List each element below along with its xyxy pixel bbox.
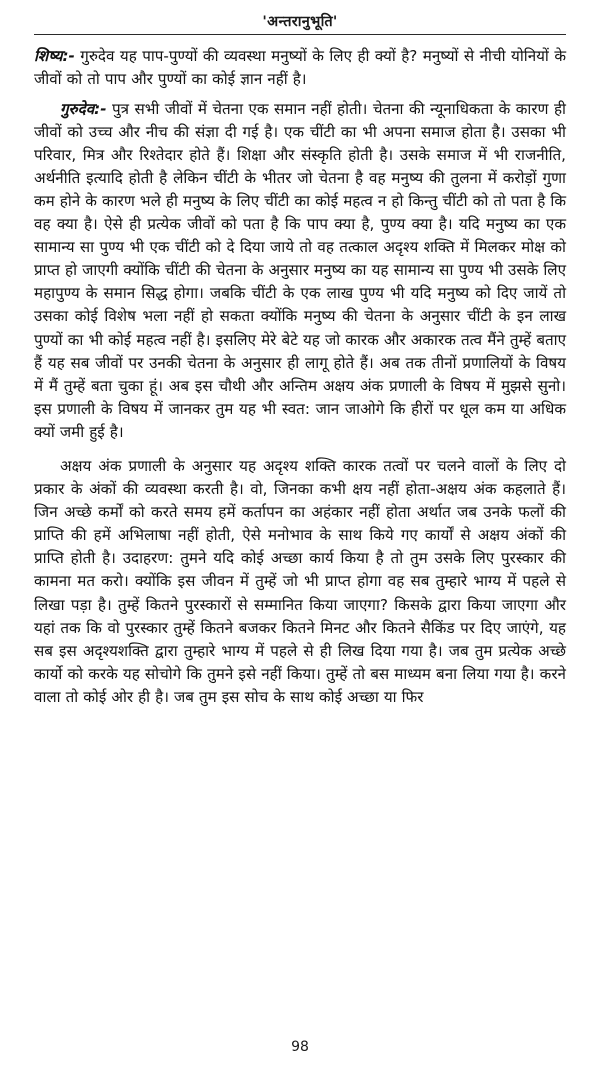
- paragraph-text: पुत्र सभी जीवों में चेतना एक समान नहीं होती। चेतना की न्यूनाधिकता के कारण ही जीवों को उच्च और नीच की संज्ञा दी गई है। एक चींटी का भी अपना समाज होता है। उसका भी परिवार, मित्र और रिश्तेदार होते हैं। शिक्षा और संस्कृति होती है। उसके समाज में भी राजनीति, अर्थनीति इत्यादि होती है लेकिन चींटी के भीतर जो चेतना है वह मनुष्य की तुलना में करोड़ों गुणा कम होने के कारण भले ही मनुष्य के लिए चींटी का कोई महत्व न हो किन्तु चींटी को तो पता है कि वह क्या है। ऐसे ही प्रत्येक जीवों को पता है कि पाप क्या है, पुण्य क्या है। यदि मनुष्य का एक सामान्य सा पुण्य भी एक चींटी को दे दिया जाये तो वह तत्काल अदृश्य शक्ति में मिलकर मोक्ष को प्राप्त हो जाएगी क्योंकि चींटी की चेतना के अनुसार मनुष्य का यह सामान्य सा पुण्य भी उसके लिए महापुण्य के समान सिद्ध होगा। जबकि चींटी के एक लाख पुण्य भी यदि मनुष्य को दिए जायें तो उसका कोई विशेष भला नहीं हो सकता क्योंकि मनुष्य की चेतना के अनुसार चींटी के इन लाख पुण्यों का भी कोई महत्व नहीं है। इसलिए मेरे बेटे यह जो कारक और अकारक तत्व मैंने तुम्हें बताए हैं यह सब जीवों पर उनकी चेतना के अनुसार ही लागू होते हैं। अब तक तीनों प्रणालियों के विषय में मैं तुम्हें बता चुका हूं। अब इस चौथी और अन्तिम अक्षय अंक प्रणाली के विषय में मुझसे सुनो। इस प्रणाली के विषय में जानकर तुम यह भी स्वत: जान जाओगे कि हीरों पर धूल कम या अधिक क्यों जमी हुई है।: [34, 99, 566, 441]
- page-number: 98: [291, 1039, 309, 1055]
- paragraph-text: गुरुदेव यह पाप-पुण्यों की व्यवस्था मनुष्यों के लिए ही क्यों है? मनुष्यों से नीची योनियों के जीवों को तो पाप और पुण्यों का कोई ज्ञान नहीं है।: [34, 47, 566, 89]
- speaker-label-gurudev: गुरुदेव:-: [60, 99, 107, 118]
- header-divider: [34, 34, 566, 35]
- page-body: [34, 45, 566, 709]
- page-header-title: 'अन्तरानुभूति': [262, 14, 338, 30]
- paragraph-text: अक्षय अंक प्रणाली के अनुसार यह अदृश्य शक्ति कारक तत्वों पर चलने वालों के लिए दो प्रकार के अंकों की व्यवस्था करती है। वो, जिनका कभी क्षय नहीं होता-अक्षय अंक कहलाते हैं। जिन अच्छे कर्मों को करते समय हमें कर्तापन का अहंकार नहीं होता अर्थात जब उनके फलों की प्राप्ति की हमें अभिलाषा नहीं होती, ऐसे मनोभाव के साथ किये गए कार्यों से अक्षय अंकों की प्राप्ति होती है। उदाहरण: तुमने यदि कोई अच्छा कार्य किया है तो तुम उसके लिए पुरस्कार की कामना मत करो। क्योंकि इस जीवन में तुम्हें जो भी प्राप्त होगा वह सब तुम्हारे भाग्य में पहले से लिखा पड़ा है। तुम्हें कितने पुरस्कारों से सम्मानित किया जाएगा? किसके द्वारा किया जाएगा और यहां तक कि वो पुरस्कार तुम्हें कितने बजकर कितने मिनट और कितने सैकिंड पर दिए जाएंगे, यह सब इस अदृश्यशक्ति द्वारा तुम्हारे भाग्य में पहले से ही लिख दिया गया है। जब तुम प्रत्येक अच्छे कार्यो को करके यह सोचोगे कि तुमने इसे नहीं किया। तुम्हें तो बस माध्यम बना लिया गया है। करने वाला तो कोई ओर ही है। जब तुम इस सोच के साथ कोई अच्छा या फिर: [34, 456, 566, 706]
- paragraph-akshay-ank: [34, 455, 566, 709]
- speaker-label-shishya: शिष्य:-: [34, 47, 75, 66]
- paragraph-shishya: [34, 45, 566, 91]
- paragraph-gurudev: [34, 98, 566, 444]
